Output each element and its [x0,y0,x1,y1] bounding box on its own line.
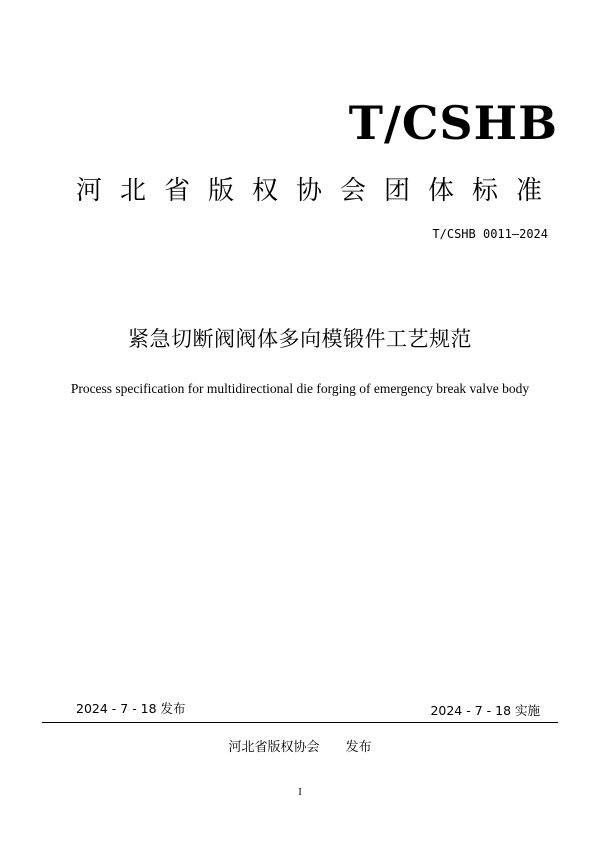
document-number: T/CSHB 0011—2024 [432,227,548,241]
document-title-english: Process specification for multidirectional die forging of emergency break valve body [70,381,530,396]
issuer-name: 河北省版权协会 [228,740,320,755]
page-number: I [298,787,302,798]
horizontal-divider [42,722,558,723]
document-title-chinese: 紧急切断阀阀体多向模锻件工艺规范 [128,327,472,351]
effective-date: 2024 - 7 - 18 实施 [430,703,540,718]
issuer-line [0,741,600,754]
standard-code: T/CSHB [348,96,558,150]
issuer-action: 发布 [345,740,372,755]
publish-date: 2024 - 7 - 18 发布 [76,701,186,716]
organization-standard-heading: 河北省版权协会团体标准 [76,176,561,206]
